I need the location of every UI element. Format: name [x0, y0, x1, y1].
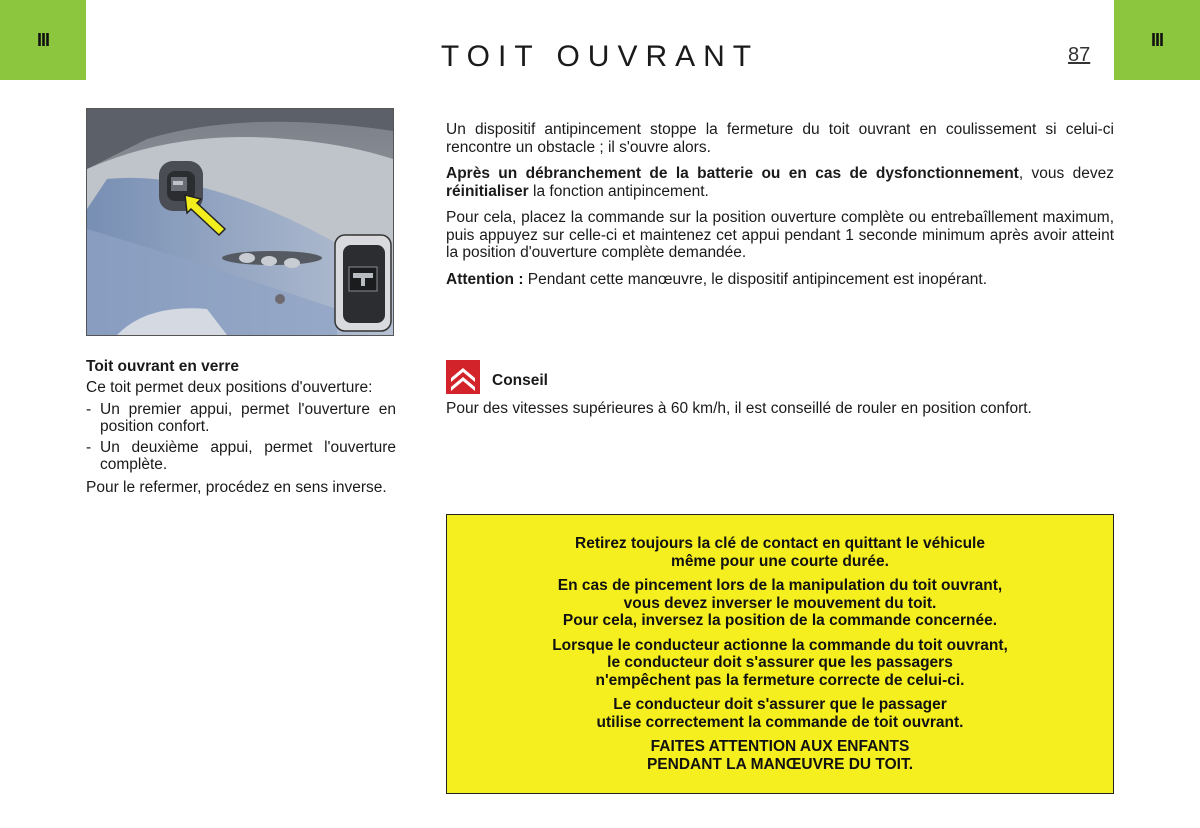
attention-label: Attention : [446, 270, 524, 288]
positions-list [86, 401, 396, 473]
reset-keyword: réinitialiser [446, 182, 529, 200]
warning-paragraph [471, 535, 1089, 570]
warning-line: Le conducteur doit s'assurer que le passager [613, 696, 947, 713]
warning-line: Retirez toujours la clé de contact en quittant le véhicule [575, 535, 985, 552]
chapter-tab-right-label: III [1150, 29, 1163, 50]
closing-text: Pour le refermer, procédez en sens inverse. [86, 479, 387, 496]
list-item: - Un premier appui, permet l'ouverture en position confort. [86, 401, 396, 435]
page-number: 87 [1068, 44, 1091, 66]
warning-paragraph [471, 637, 1089, 690]
conseil-header [446, 360, 548, 394]
warning-line: En cas de pincement lors de la manipulation du toit ouvrant, [557, 577, 1003, 594]
paragraph-antipinch: Un dispositif antipincement stoppe la fermeture du toit ouvrant en coulissement si celui-ci rencontre un obstacle ; il s'ouvre alors. [446, 121, 1114, 156]
reset-text-b: la fonction antipincement. [528, 182, 709, 200]
warning-line: Lorsque le conducteur actionne la commande du toit ouvrant, [552, 636, 1008, 654]
intro-text: Ce toit permet deux positions d'ouverture: [86, 379, 373, 396]
warning-line: Pour cela, inversez la position de la commande concernée. [562, 612, 998, 629]
warning-paragraph [471, 696, 1089, 731]
list-item: - Un deuxième appui, permet l'ouverture complète. [86, 439, 396, 473]
right-column [446, 121, 1114, 297]
paragraph-reset [446, 165, 1114, 200]
section-heading: Toit ouvrant en verre [86, 358, 240, 375]
warning-line: utilise correctement la commande de toit ouvrant. [596, 713, 964, 731]
paragraph-attention [446, 271, 1114, 289]
chapter-tab-left-label: III [36, 29, 49, 50]
sunroof-switch-photo [86, 108, 394, 336]
conseil-title: Conseil [492, 372, 548, 389]
warning-line: même pour une courte durée. [671, 552, 889, 570]
warning-paragraph [471, 738, 1089, 773]
reset-bold-text: Après un débranchement de la batterie ou en cas de dysfonctionnement [446, 165, 1019, 182]
warning-line: n'empêchent pas la fermeture correcte de celui-ci. [595, 671, 965, 689]
attention-text: Pendant cette manœuvre, le dispositif antipincement est inopérant. [523, 270, 988, 288]
warning-box [446, 514, 1114, 794]
reset-text-a: , vous devez [1018, 165, 1114, 182]
warning-line: FAITES ATTENTION AUX ENFANTS [650, 738, 910, 755]
paragraph-procedure: Pour cela, placez la commande sur la position ouverture complète ou entrebaîllement maximum, puis appuyez sur celle-ci et maintenez cet appui pendant 1 seconde minimum après avoir atteint la position d'ouverture complète demandée. [446, 209, 1114, 261]
warning-line: le conducteur doit s'assurer que les passagers [607, 654, 953, 671]
warning-line: PENDANT LA MANŒUVRE DU TOIT. [646, 755, 914, 773]
conseil-text: Pour des vitesses supérieures à 60 km/h, il est conseillé de rouler en position confort. [446, 400, 1032, 417]
page-title: TOIT OUVRANT [440, 40, 760, 73]
warning-paragraph [471, 577, 1089, 630]
warning-line: vous devez inverser le mouvement du toit. [623, 594, 937, 612]
left-column [86, 358, 396, 501]
citroen-chevron-icon [446, 360, 480, 394]
